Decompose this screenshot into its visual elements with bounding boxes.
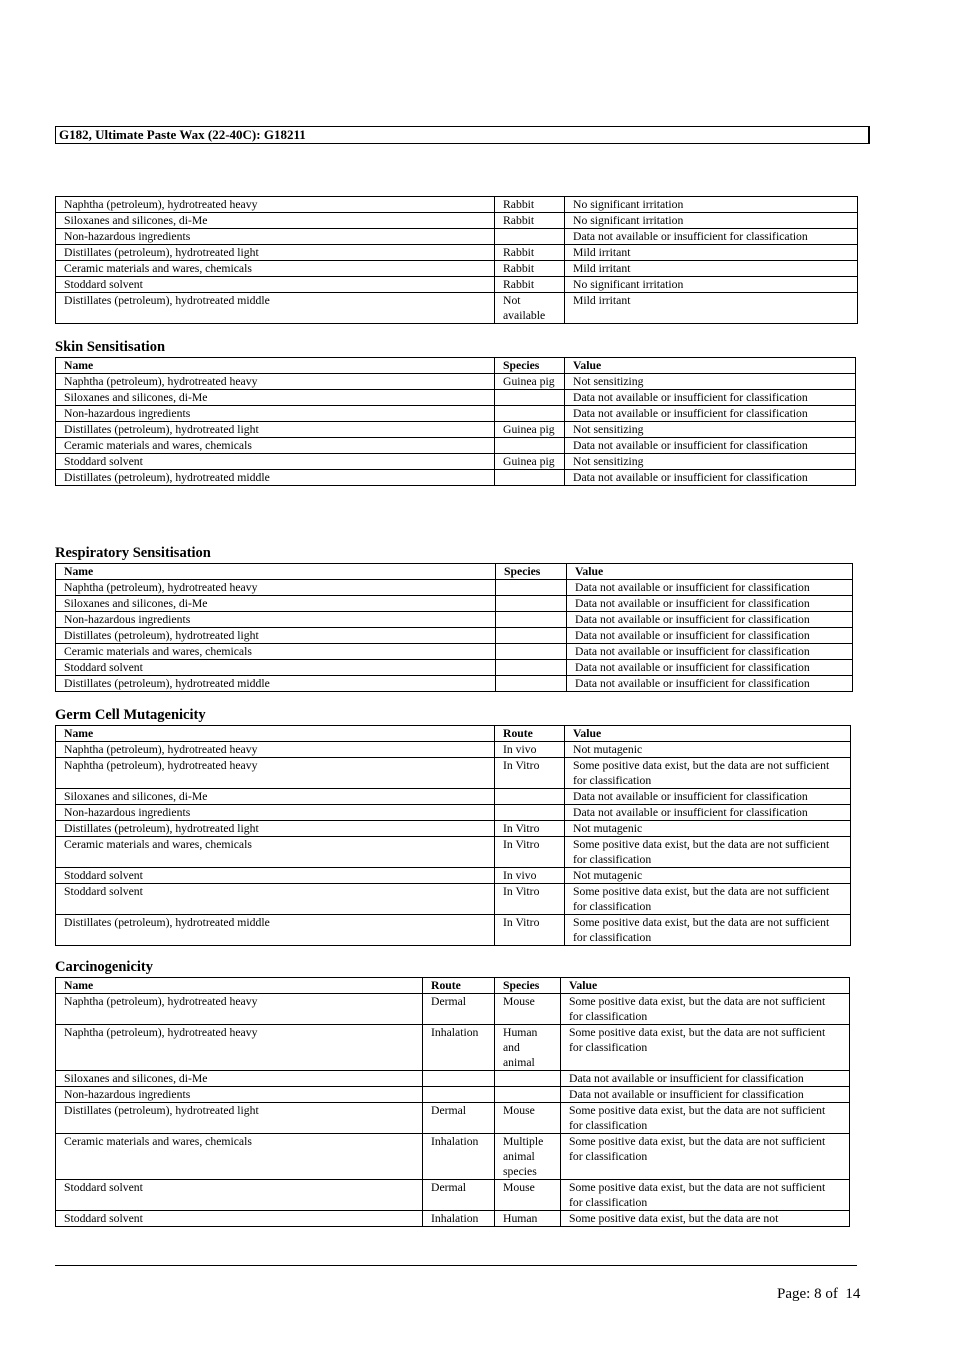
table-cell: Non-hazardous ingredients xyxy=(56,229,495,245)
table-cell: Guinea pig xyxy=(495,454,565,470)
table-cell: Distillates (petroleum), hydrotreated middle xyxy=(56,915,495,946)
table-cell: In Vitro xyxy=(495,837,565,868)
table-cell: Ceramic materials and wares, chemicals xyxy=(56,261,495,277)
table-row xyxy=(56,676,853,692)
table-cell: Dermal xyxy=(423,994,495,1025)
table-cell: Data not available or insufficient for classification xyxy=(565,438,856,454)
table-row xyxy=(56,884,851,915)
table-row xyxy=(56,915,851,946)
document-header-title: G182, Ultimate Paste Wax (22-40C): G18211 xyxy=(55,126,870,144)
carcinogenicity-title: Carcinogenicity xyxy=(55,959,153,975)
table-cell xyxy=(495,1087,561,1103)
table-cell: Naphtha (petroleum), hydrotreated heavy xyxy=(56,197,495,213)
table-cell: Naphtha (petroleum), hydrotreated heavy xyxy=(56,580,496,596)
table-cell: Distillates (petroleum), hydrotreated light xyxy=(56,245,495,261)
table-row xyxy=(56,868,851,884)
table-row xyxy=(56,644,853,660)
table-cell: Stoddard solvent xyxy=(56,454,495,470)
respiratory-sensitisation-title: Respiratory Sensitisation xyxy=(55,545,211,561)
table-row xyxy=(56,406,856,422)
table-cell: Stoddard solvent xyxy=(56,277,495,293)
table-cell: Rabbit xyxy=(495,197,565,213)
table-cell xyxy=(495,470,565,486)
table-cell: Not sensitizing xyxy=(565,374,856,390)
table-cell: Not sensitizing xyxy=(565,422,856,438)
table-cell xyxy=(496,644,567,660)
skin-sensitisation-title: Skin Sensitisation xyxy=(55,339,166,355)
table-cell xyxy=(496,580,567,596)
table-cell: Ceramic materials and wares, chemicals xyxy=(56,1134,423,1180)
table-row xyxy=(56,837,851,868)
germ-cell-mutagenicity-title: Germ Cell Mutagenicity xyxy=(55,707,206,723)
table-cell xyxy=(495,1071,561,1087)
column-header: Name xyxy=(56,978,423,994)
table-cell: Data not available or insufficient for classification xyxy=(561,1071,850,1087)
table-row xyxy=(56,1025,850,1071)
column-header: Value xyxy=(565,726,851,742)
column-header: Species xyxy=(495,978,561,994)
table-cell: Mouse xyxy=(495,1103,561,1134)
table-cell: Stoddard solvent xyxy=(56,884,495,915)
table-cell: Data not available or insufficient for classification xyxy=(567,612,853,628)
table-cell: Stoddard solvent xyxy=(56,1211,423,1227)
table-cell: Some positive data exist, but the data are not sufficient for classification xyxy=(561,1025,850,1071)
table-cell: Data not available or insufficient for classification xyxy=(565,390,856,406)
table-cell: Dermal xyxy=(423,1180,495,1211)
table-cell: Some positive data exist, but the data are not sufficient for classification xyxy=(561,1180,850,1211)
table-row xyxy=(56,612,853,628)
table-cell: Non-hazardous ingredients xyxy=(56,406,495,422)
table-row xyxy=(56,758,851,789)
table-cell: Stoddard solvent xyxy=(56,1180,423,1211)
table-cell: Human and animal xyxy=(495,1025,561,1071)
column-header: Value xyxy=(567,564,853,580)
table-cell xyxy=(496,660,567,676)
table-cell: Data not available or insufficient for classification xyxy=(565,406,856,422)
page-number: Page: 8 of 14 xyxy=(777,1286,861,1302)
table-row xyxy=(56,1071,850,1087)
table-cell: Stoddard solvent xyxy=(56,660,496,676)
column-header: Name xyxy=(56,358,495,374)
table-cell xyxy=(495,805,565,821)
column-header: Route xyxy=(495,726,565,742)
table-header-row xyxy=(56,358,856,374)
table-cell: Some positive data exist, but the data are not sufficient for classification xyxy=(565,837,851,868)
table-cell: Some positive data exist, but the data are not sufficient for classification xyxy=(561,994,850,1025)
table-row xyxy=(56,470,856,486)
germ-cell-mutagenicity-table xyxy=(55,725,851,946)
table-cell: Some positive data exist, but the data are not sufficient for classification xyxy=(565,915,851,946)
table-row xyxy=(56,277,858,293)
table-cell: Naphtha (petroleum), hydrotreated heavy xyxy=(56,1025,423,1071)
table-cell xyxy=(495,438,565,454)
table-cell: Ceramic materials and wares, chemicals xyxy=(56,644,496,660)
table-cell xyxy=(495,390,565,406)
column-header: Value xyxy=(561,978,850,994)
table-cell: Data not available or insufficient for classification xyxy=(567,644,853,660)
table-row xyxy=(56,245,858,261)
table-cell: Some positive data exist, but the data are not sufficient for classification xyxy=(561,1103,850,1134)
respiratory-sensitisation-table xyxy=(55,563,853,692)
table-cell: Mouse xyxy=(495,994,561,1025)
table-cell: Rabbit xyxy=(495,261,565,277)
table-cell: Distillates (petroleum), hydrotreated middle xyxy=(56,470,495,486)
table-cell: Guinea pig xyxy=(495,374,565,390)
table-cell: Data not available or insufficient for classification xyxy=(567,596,853,612)
table-cell: Rabbit xyxy=(495,245,565,261)
table-cell: Rabbit xyxy=(495,213,565,229)
table-cell xyxy=(496,596,567,612)
table-cell: Siloxanes and silicones, di-Me xyxy=(56,596,496,612)
table-cell: Data not available or insufficient for classification xyxy=(565,470,856,486)
table-cell: In Vitro xyxy=(495,821,565,837)
table-cell: Data not available or insufficient for classification xyxy=(565,229,858,245)
table-cell: Not sensitizing xyxy=(565,454,856,470)
table-cell: Ceramic materials and wares, chemicals xyxy=(56,837,495,868)
table-cell: Dermal xyxy=(423,1103,495,1134)
table-header-row xyxy=(56,978,850,994)
table-row xyxy=(56,1180,850,1211)
table-cell: Data not available or insufficient for classification xyxy=(567,660,853,676)
table-cell: Distillates (petroleum), hydrotreated light xyxy=(56,1103,423,1134)
table-cell: In Vitro xyxy=(495,915,565,946)
irritation-table xyxy=(55,196,858,324)
table-cell: Distillates (petroleum), hydrotreated middle xyxy=(56,676,496,692)
table-cell: Data not available or insufficient for classification xyxy=(567,628,853,644)
table-cell: Distillates (petroleum), hydrotreated light xyxy=(56,821,495,837)
table-cell: Mild irritant xyxy=(565,261,858,277)
table-row xyxy=(56,438,856,454)
table-cell: Siloxanes and silicones, di-Me xyxy=(56,1071,423,1087)
table-cell: Data not available or insufficient for classification xyxy=(567,676,853,692)
table-cell: Inhalation xyxy=(423,1025,495,1071)
table-cell: Some positive data exist, but the data are not sufficient for classification xyxy=(565,758,851,789)
table-cell: Some positive data exist, but the data are not sufficient for classification xyxy=(561,1134,850,1180)
table-cell: Distillates (petroleum), hydrotreated light xyxy=(56,422,495,438)
table-row xyxy=(56,1103,850,1134)
table-cell: Naphtha (petroleum), hydrotreated heavy xyxy=(56,994,423,1025)
table-cell: Inhalation xyxy=(423,1211,495,1227)
table-cell: Data not available or insufficient for classification xyxy=(561,1087,850,1103)
table-cell: Naphtha (petroleum), hydrotreated heavy xyxy=(56,758,495,789)
table-row xyxy=(56,261,858,277)
table-cell xyxy=(423,1071,495,1087)
table-cell xyxy=(496,612,567,628)
table-row xyxy=(56,596,853,612)
column-header: Species xyxy=(496,564,567,580)
table-cell: Not mutagenic xyxy=(565,742,851,758)
table-cell: No significant irritation xyxy=(565,277,858,293)
table-row xyxy=(56,454,856,470)
table-cell xyxy=(495,406,565,422)
table-row xyxy=(56,742,851,758)
table-cell: Not mutagenic xyxy=(565,868,851,884)
table-cell: Guinea pig xyxy=(495,422,565,438)
table-cell: No significant irritation xyxy=(565,197,858,213)
table-cell: Siloxanes and silicones, di-Me xyxy=(56,789,495,805)
table-cell: In Vitro xyxy=(495,758,565,789)
table-cell: Ceramic materials and wares, chemicals xyxy=(56,438,495,454)
table-header-row xyxy=(56,726,851,742)
table-row xyxy=(56,821,851,837)
table-cell xyxy=(423,1087,495,1103)
table-cell xyxy=(495,229,565,245)
column-header: Name xyxy=(56,726,495,742)
table-row xyxy=(56,805,851,821)
table-cell: Stoddard solvent xyxy=(56,868,495,884)
table-cell: Data not available or insufficient for classification xyxy=(565,805,851,821)
table-cell: Mouse xyxy=(495,1180,561,1211)
table-cell: Mild irritant xyxy=(565,245,858,261)
table-cell: In Vitro xyxy=(495,884,565,915)
footer-divider xyxy=(55,1265,857,1266)
table-row xyxy=(56,1134,850,1180)
table-row xyxy=(56,293,858,324)
table-row xyxy=(56,374,856,390)
table-header-row xyxy=(56,564,853,580)
table-row xyxy=(56,229,858,245)
table-cell: Rabbit xyxy=(495,277,565,293)
table-cell: Some positive data exist, but the data are not xyxy=(561,1211,850,1227)
table-cell: Not mutagenic xyxy=(565,821,851,837)
table-cell: Naphtha (petroleum), hydrotreated heavy xyxy=(56,742,495,758)
table-cell: Siloxanes and silicones, di-Me xyxy=(56,390,495,406)
table-cell: Naphtha (petroleum), hydrotreated heavy xyxy=(56,374,495,390)
table-row xyxy=(56,580,853,596)
column-header: Species xyxy=(495,358,565,374)
table-cell: Non-hazardous ingredients xyxy=(56,612,496,628)
table-row xyxy=(56,994,850,1025)
table-cell: Not available xyxy=(495,293,565,324)
table-cell: Data not available or insufficient for classification xyxy=(567,580,853,596)
table-cell xyxy=(496,628,567,644)
table-row xyxy=(56,1087,850,1103)
table-cell: Human xyxy=(495,1211,561,1227)
table-cell: No significant irritation xyxy=(565,213,858,229)
table-row xyxy=(56,660,853,676)
table-cell: Non-hazardous ingredients xyxy=(56,805,495,821)
table-row xyxy=(56,422,856,438)
table-cell: Non-hazardous ingredients xyxy=(56,1087,423,1103)
table-cell: In vivo xyxy=(495,742,565,758)
table-cell: Data not available or insufficient for classification xyxy=(565,789,851,805)
table-cell: Siloxanes and silicones, di-Me xyxy=(56,213,495,229)
table-cell: In vivo xyxy=(495,868,565,884)
table-cell: Multiple animal species xyxy=(495,1134,561,1180)
table-row xyxy=(56,1211,850,1227)
skin-sensitisation-table xyxy=(55,357,856,486)
table-row xyxy=(56,197,858,213)
table-cell: Some positive data exist, but the data are not sufficient for classification xyxy=(565,884,851,915)
table-row xyxy=(56,213,858,229)
table-cell xyxy=(496,676,567,692)
table-row xyxy=(56,390,856,406)
table-cell: Distillates (petroleum), hydrotreated light xyxy=(56,628,496,644)
table-row xyxy=(56,628,853,644)
column-header: Name xyxy=(56,564,496,580)
carcinogenicity-table xyxy=(55,977,850,1227)
column-header: Value xyxy=(565,358,856,374)
table-cell: Inhalation xyxy=(423,1134,495,1180)
table-cell xyxy=(495,789,565,805)
table-row xyxy=(56,789,851,805)
table-cell: Distillates (petroleum), hydrotreated middle xyxy=(56,293,495,324)
column-header: Route xyxy=(423,978,495,994)
table-cell: Mild irritant xyxy=(565,293,858,324)
